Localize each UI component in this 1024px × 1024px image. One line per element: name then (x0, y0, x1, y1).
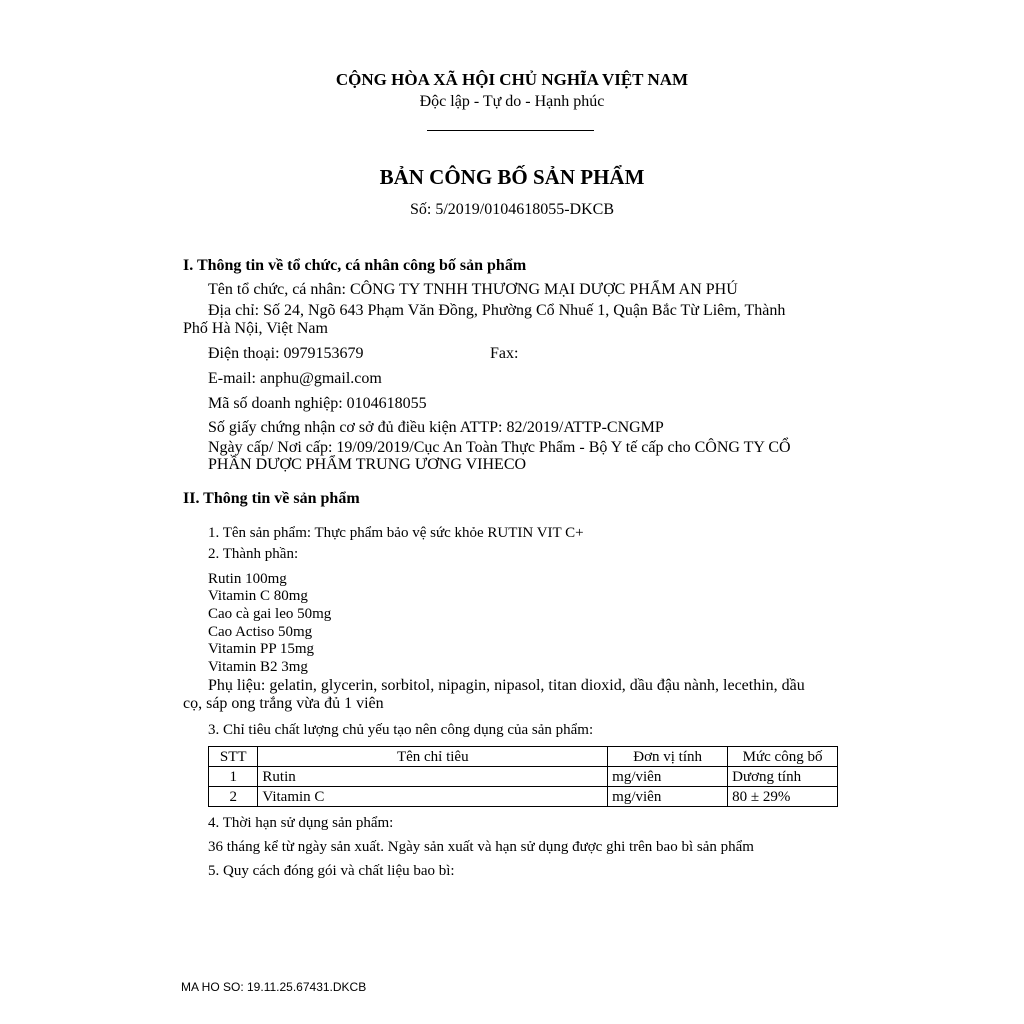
document-title: BẢN CÔNG BỐ SẢN PHẨM (379, 165, 645, 189)
product-name: 1. Tên sản phẩm: Thực phẩm bảo vệ sức khỏe RUTIN VIT C+ (208, 525, 584, 541)
organization-name: Tên tổ chức, cá nhân: CÔNG TY TNHH THƯƠNG MẠI DƯỢC PHẨM AN PHÚ (208, 281, 738, 298)
table-row (209, 787, 838, 807)
section-2-heading: II. Thông tin về sản phẩm (183, 490, 360, 507)
shelf-life-label: 4. Thời hạn sử dụng sản phẩm: (208, 815, 394, 831)
table-cell-name: Vitamin C (258, 787, 608, 807)
section-1-heading: I. Thông tin về tổ chức, cá nhân công bố sản phẩm (183, 257, 527, 274)
fax: Fax: (490, 345, 519, 362)
ingredient-item: Cao Actiso 50mg (208, 624, 313, 640)
table-header-name: Tên chỉ tiêu (258, 747, 608, 767)
table-row (209, 767, 838, 787)
table-cell-name: Rutin (258, 767, 608, 787)
address-line-2: Phố Hà Nội, Việt Nam (183, 320, 328, 337)
ingredient-item: Cao cà gai leo 50mg (208, 606, 332, 622)
table-header-unit: Đơn vị tính (608, 747, 728, 767)
quality-label: 3. Chỉ tiêu chất lượng chủ yếu tạo nên công dụng của sản phẩm: (208, 722, 594, 738)
ingredient-item: Vitamin B2 3mg (208, 659, 308, 675)
table-cell-stt: 2 (209, 787, 258, 807)
ingredient-item: Rutin 100mg (208, 571, 287, 587)
table-header-value: Mức công bố (728, 747, 838, 767)
issued-line-1: Ngày cấp/ Nơi cấp: 19/09/2019/Cục An Toàn Thực Phẩm - Bộ Y tế cấp cho CÔNG TY CỔ (208, 439, 791, 456)
address-line-1: Địa chỉ: Số 24, Ngõ 643 Phạm Văn Đồng, Phường Cổ Nhuế 1, Quận Bắc Từ Liêm, Thành (208, 302, 786, 319)
email: E-mail: anphu@gmail.com (208, 370, 382, 387)
food-safety-certificate: Số giấy chứng nhận cơ sở đủ điều kiện ATTP: 82/2019/ATTP-CNGMP (208, 419, 664, 436)
ingredient-item: Vitamin PP 15mg (208, 641, 315, 657)
table-cell-stt: 1 (209, 767, 258, 787)
nation-header: CỘNG HÒA XÃ HỘI CHỦ NGHĨA VIỆT NAM (335, 70, 689, 89)
table-cell-unit: mg/viên (608, 767, 728, 787)
table-cell-value: 80 ± 29% (728, 787, 838, 807)
table-header-row (209, 747, 838, 767)
excipients-line-2: cọ, sáp ong trắng vừa đủ 1 viên (183, 695, 384, 712)
tax-code: Mã số doanh nghiệp: 0104618055 (208, 395, 427, 412)
table-cell-unit: mg/viên (608, 787, 728, 807)
shelf-life: 36 tháng kể từ ngày sản xuất. Ngày sản xuất và hạn sử dụng được ghi trên bao bì sản phẩm (208, 839, 754, 855)
table-cell-value: Dương tính (728, 767, 838, 787)
excipients-line-1: Phụ liệu: gelatin, glycerin, sorbitol, nipagin, nipasol, titan dioxid, dầu đậu nành, lecethin, dầu (208, 677, 805, 694)
packaging-label: 5. Quy cách đóng gói và chất liệu bao bì: (208, 863, 455, 879)
record-code: MA HO SO: 19.11.25.67431.DKCB (181, 980, 367, 994)
header-divider (427, 130, 594, 131)
table-header-stt: STT (209, 747, 258, 767)
motto: Độc lập - Tự do - Hạnh phúc (419, 93, 605, 110)
ingredient-item: Vitamin C 80mg (208, 588, 308, 604)
issued-line-2: PHẦN DƯỢC PHẨM TRUNG ƯƠNG VIHECO (208, 456, 527, 473)
document-number: Số: 5/2019/0104618055-DKCB (409, 201, 614, 218)
ingredients-label: 2. Thành phần: (208, 546, 299, 562)
quality-spec-table (208, 746, 838, 807)
phone: Điện thoại: 0979153679 (208, 345, 364, 362)
